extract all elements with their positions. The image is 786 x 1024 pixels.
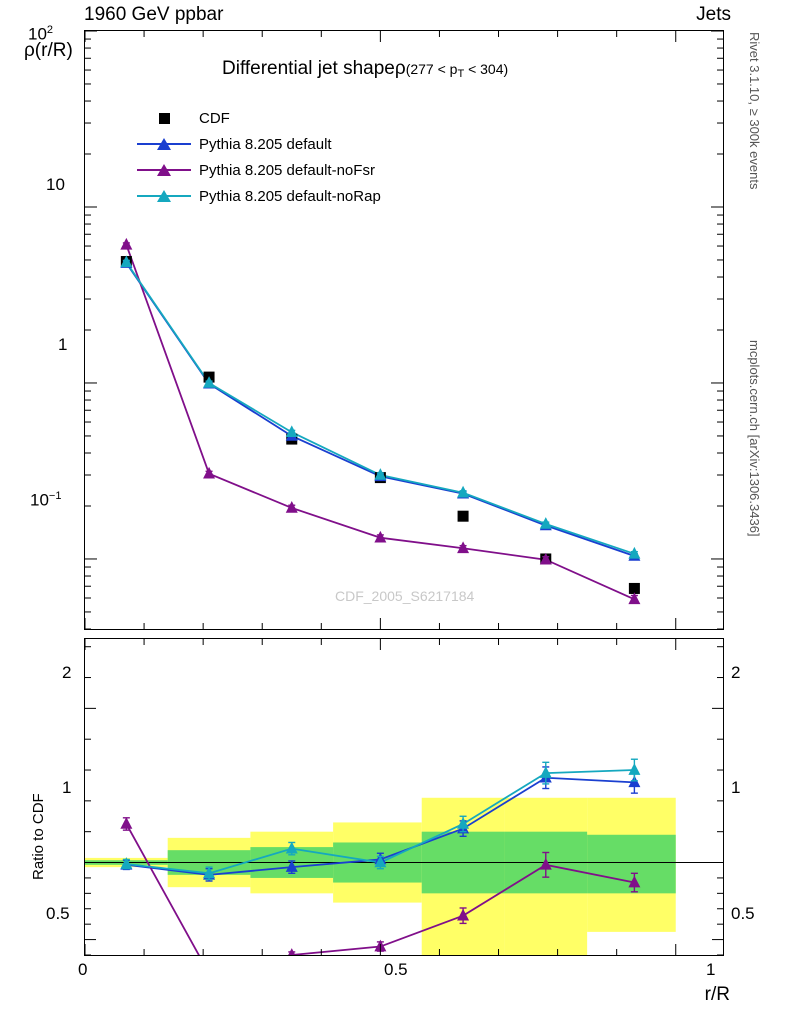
legend-item-nofsr <box>135 157 381 183</box>
legend-marker-cdf <box>135 113 193 124</box>
legend-marker-nofsr <box>135 164 193 176</box>
mcplots-label: mcplots.cern.ch [arXiv:1306.3436] <box>747 340 762 537</box>
y-tick-0p1: $10^{-1}$ <box>30 490 62 510</box>
beam-label: 1960 GeV ppbar <box>84 4 224 25</box>
category-label: Jets <box>696 4 731 25</box>
plot-title-main: Differential jet shape <box>222 58 395 79</box>
legend-item-norap <box>135 183 381 209</box>
ratio-y-axis-title: Ratio to CDF <box>30 793 47 880</box>
ratio-y-tick-0p5: 0.5 <box>46 904 70 923</box>
ratio-y-tick-0p5-right: 0.5 <box>731 904 755 923</box>
ratio-plot-frame <box>84 638 724 956</box>
watermark-analysis-id: CDF_2005_S6217184 <box>335 588 475 604</box>
legend-label-default: Pythia 8.205 default <box>199 135 332 153</box>
y-tick-10: 10 <box>46 175 65 194</box>
plot-title-rho: ρ <box>394 58 406 79</box>
y-axis-title: ρ(r/R) <box>24 40 73 61</box>
x-tick-1: 1 <box>706 960 716 979</box>
plot-title-sub-b: < 304) <box>464 61 509 77</box>
ratio-y-tick-1-right: 1 <box>731 778 741 797</box>
legend-item-default <box>135 131 381 157</box>
legend-label-nofsr: Pythia 8.205 default-noFsr <box>199 161 375 179</box>
legend-label-cdf: CDF <box>199 109 230 127</box>
legend-marker-norap <box>135 190 193 202</box>
plot-title-sub-a: (277 < p <box>405 61 458 77</box>
legend-label-norap: Pythia 8.205 default-noRap <box>199 187 381 205</box>
y-tick-100: $10^2$ <box>28 24 54 44</box>
rivet-version-label: Rivet 3.1.10, ≥ 300k events <box>747 32 762 190</box>
ratio-y-tick-2-right: 2 <box>731 663 741 682</box>
x-tick-0: 0 <box>78 960 88 979</box>
plot-title-sub-t: T <box>457 68 465 80</box>
x-tick-0p5: 0.5 <box>384 960 408 979</box>
x-axis-title: r/R <box>704 984 730 1005</box>
y-tick-1: 1 <box>58 335 68 354</box>
legend-marker-default <box>135 138 193 150</box>
ratio-y-tick-2: 2 <box>62 663 72 682</box>
ratio-y-tick-1: 1 <box>62 778 72 797</box>
legend-item-cdf <box>135 105 381 131</box>
legend <box>135 105 381 209</box>
plot-title <box>222 58 508 80</box>
